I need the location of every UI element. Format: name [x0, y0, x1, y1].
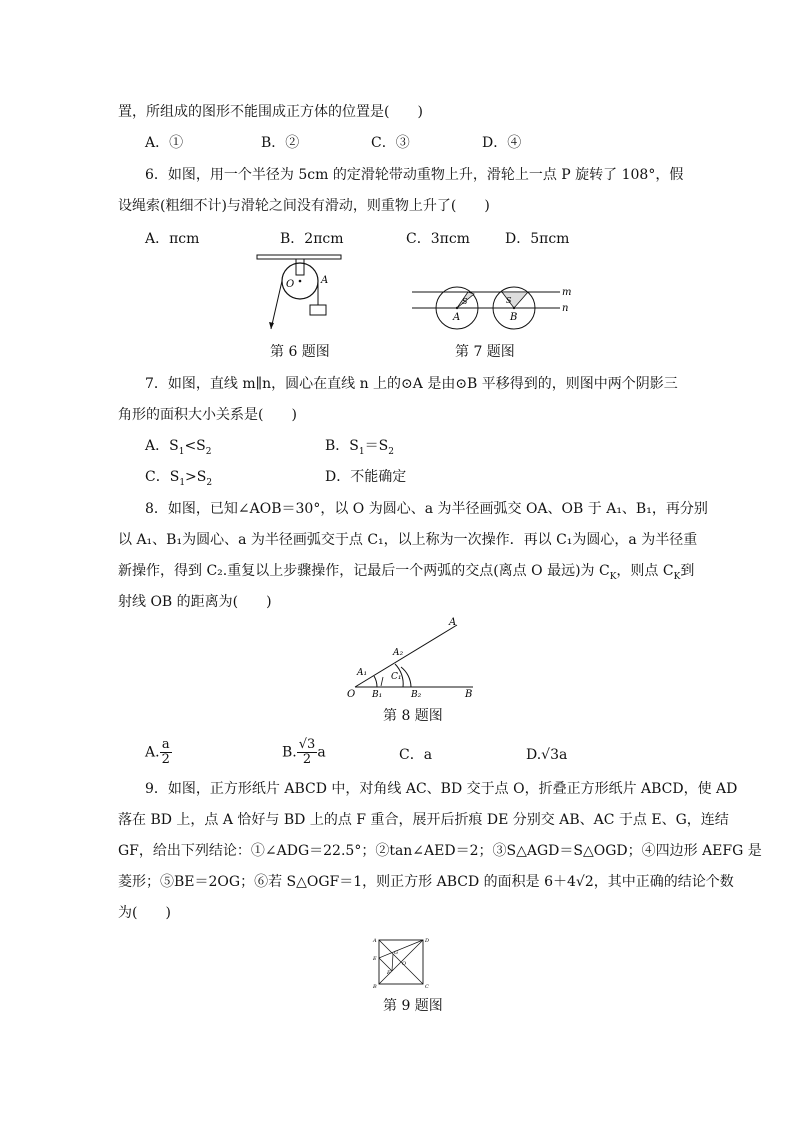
- crease-de: [379, 940, 423, 958]
- q7-option-c: C．$S_1>S_2$: [145, 469, 213, 488]
- figure-7-caption: 第 7 题图: [455, 344, 515, 360]
- weight-block: [310, 305, 326, 315]
- label-s2: S: [506, 296, 512, 305]
- q6-option-a: A．πcm: [145, 231, 200, 247]
- figure-7-circles: [410, 282, 570, 330]
- ray-oa: [355, 625, 457, 687]
- rope-left: [271, 281, 282, 329]
- q8-option-c: C．a: [399, 747, 433, 763]
- segment-fg: [392, 954, 393, 971]
- label-o: O: [347, 689, 356, 700]
- arrow-head: [269, 322, 274, 329]
- label-a: A: [453, 312, 461, 323]
- q9-line-5: 为( ): [118, 905, 171, 921]
- label-a1: A₁: [357, 668, 368, 678]
- q7-line-1: 7．如图，直线 m∥n，圆心在直线 n 上的⊙A 是由⊙B 平移得到的，则图中两个阴影三: [145, 376, 678, 392]
- label-b: B: [373, 984, 377, 990]
- label-e: E: [373, 956, 377, 962]
- label-f: F: [387, 970, 391, 976]
- label-b1: B₁: [372, 690, 383, 700]
- q6-line-1: 6．如图，用一个半径为 5cm 的定滑轮带动重物上升，滑轮上一点 P 旋转了 108°，假: [145, 167, 684, 183]
- q8-line-2: 以 A₁、B₁为圆心、a 为半径画弧交于点 C₁，以上称为一次操作．再以 C₁为圆心，a 为半径重: [118, 532, 698, 548]
- label-b2: B₂: [411, 690, 422, 700]
- pulley-mount: [296, 259, 304, 275]
- figure-9-square: [371, 934, 431, 994]
- label-n: n: [562, 303, 569, 314]
- q6-option-c: C．3πcm: [406, 231, 470, 247]
- ceiling-beam: [257, 255, 341, 259]
- q9-line-1: 9．如图，正方形纸片 ABCD 中，对角线 AC、BD 交于点 O，折叠正方形纸片 ABCD，使 AD: [145, 781, 738, 797]
- q6-option-b: B．2πcm: [280, 231, 344, 247]
- label-m: m: [562, 287, 572, 298]
- label-o: O: [286, 279, 295, 290]
- label-c1: C₁: [391, 672, 402, 682]
- q8-option-a: A. $\frac{a}{2}$: [145, 737, 170, 767]
- label-a2: A₂: [393, 648, 404, 658]
- label-s1: S: [462, 297, 468, 306]
- q9-line-4: 菱形；⑤BE＝2OG；⑥若 S△OGF＝1，则正方形 ABCD 的面积是 6＋4√2，其中正确的结论个数: [118, 874, 734, 890]
- q6-option-d: D．5πcm: [505, 231, 570, 247]
- q5-option-a: A．①: [145, 135, 184, 151]
- label-o: O: [402, 961, 407, 967]
- label-b: B: [510, 312, 518, 323]
- figure-6-caption: 第 6 题图: [270, 344, 330, 360]
- label-b: B: [465, 689, 473, 700]
- figure-9-caption: 第 9 题图: [383, 998, 443, 1014]
- figure-8-caption: 第 8 题图: [383, 708, 443, 724]
- q5-text: 置，所组成的图形不能围成正方体的位置是( ): [118, 104, 423, 120]
- q7-option-d: D．不能确定: [325, 469, 407, 485]
- q6-line-2: 设绳索(粗细不计)与滑轮之间没有滑动，则重物上升了( ): [118, 198, 490, 214]
- q5-option-b: B．②: [261, 135, 300, 151]
- q8-option-d: D.√3a: [526, 747, 568, 763]
- q9-line-3: GF，给出下列结论：①∠ADG＝22.5°；②tan∠AED＝2；③S△AGD＝S△OGD；④四边形 AEFG 是: [118, 843, 762, 859]
- q9-line-2: 落在 BD 上，点 A 恰好与 BD 上的点 F 重合，展开后折痕 DE 分别交 AB、AC 于点 E、G，连结: [118, 812, 729, 828]
- q7-line-2: 角形的面积大小关系是( ): [118, 407, 297, 423]
- label-a: A: [449, 617, 457, 628]
- q5-option-c: C．③: [371, 135, 410, 151]
- label-c: C: [425, 984, 429, 990]
- arc-1: [374, 676, 377, 687]
- label-d: D: [425, 938, 430, 944]
- label-g: G: [394, 950, 398, 956]
- q8-option-b: B. $\frac{√3}{2}$ a: [282, 737, 326, 767]
- q7-option-b: B．$S_1=S_2$: [325, 438, 394, 457]
- q7-option-a: A．$S_1<S_2$: [145, 438, 212, 457]
- figure-8-angle: [345, 615, 485, 700]
- q8-line-3: 新操作，得到 C₂.重复以上步骤操作，记最后一个两弧的交点(离点 O 最远)为 $C_K$，则点 $C_K$到: [118, 563, 695, 582]
- q8-line-4: 射线 OB 的距离为( ): [118, 594, 272, 610]
- label-a: A: [321, 275, 329, 286]
- label-a: A: [373, 938, 377, 944]
- figure-6-pulley: [255, 253, 345, 333]
- q8-line-1: 8．如图，已知∠AOB＝30°，以 O 为圆心、a 为半径画弧交 OA、OB 于 A₁、B₁，再分别: [145, 501, 708, 517]
- q5-option-d: D．④: [482, 135, 522, 151]
